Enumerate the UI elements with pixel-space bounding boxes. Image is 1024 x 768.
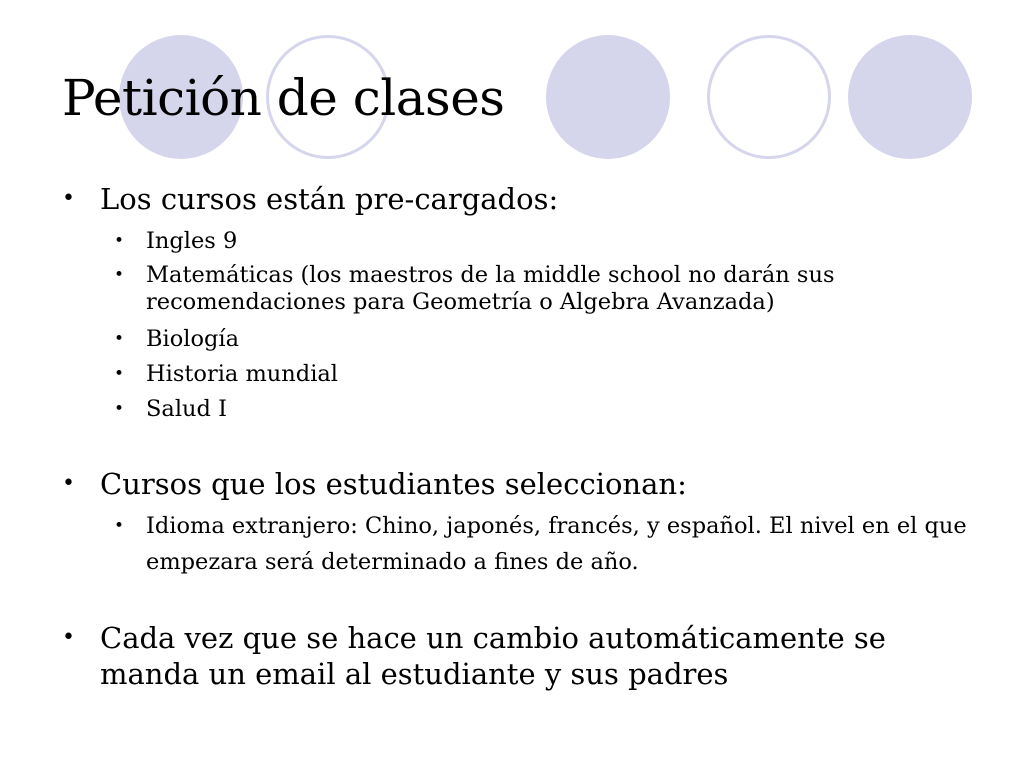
list-item: Biología: [146, 326, 240, 352]
bullet-icon: •: [62, 471, 75, 496]
list-item: Ingles 9: [146, 228, 238, 254]
bullet-icon: •: [114, 516, 125, 536]
list-item: Matemáticas (los maestros de la middle school no darán sus recomendaciones para Geometría o Algebra Avanzada): [146, 262, 835, 315]
list-item: Idioma extranjero: Chino, japonés, francés, y español. El nivel en el que empezara será determinado a fines de año.: [146, 513, 967, 575]
section3-heading: Cada vez que se hace un cambio automáticamente se manda un email al estudiante y sus padres: [100, 621, 886, 691]
bullet-item-level2: [114, 396, 974, 423]
bullet-icon: •: [114, 329, 125, 349]
bullet-item-level2: [114, 262, 974, 316]
bullet-item-level2: [114, 508, 974, 580]
bullet-icon: •: [62, 625, 75, 650]
bullet-item-level2: [114, 228, 974, 255]
bullet-icon: •: [114, 364, 125, 384]
bullet-item-level2: [114, 361, 974, 388]
bullet-item-level1: [62, 181, 982, 217]
section2-heading: Cursos que los estudiantes seleccionan:: [100, 467, 687, 501]
slide-title: Petición de clases: [62, 69, 505, 127]
list-item: Historia mundial: [146, 361, 338, 387]
bullet-icon: •: [62, 186, 75, 211]
bullet-icon: •: [114, 265, 125, 285]
bullet-item-level1: [62, 466, 982, 502]
bullet-item-level2: [114, 326, 974, 353]
bullet-icon: •: [114, 399, 125, 419]
section1-heading: Los cursos están pre-cargados:: [100, 182, 559, 216]
list-item: Salud I: [146, 396, 227, 422]
bullet-item-level1: [62, 620, 982, 692]
bullet-icon: •: [114, 231, 125, 251]
